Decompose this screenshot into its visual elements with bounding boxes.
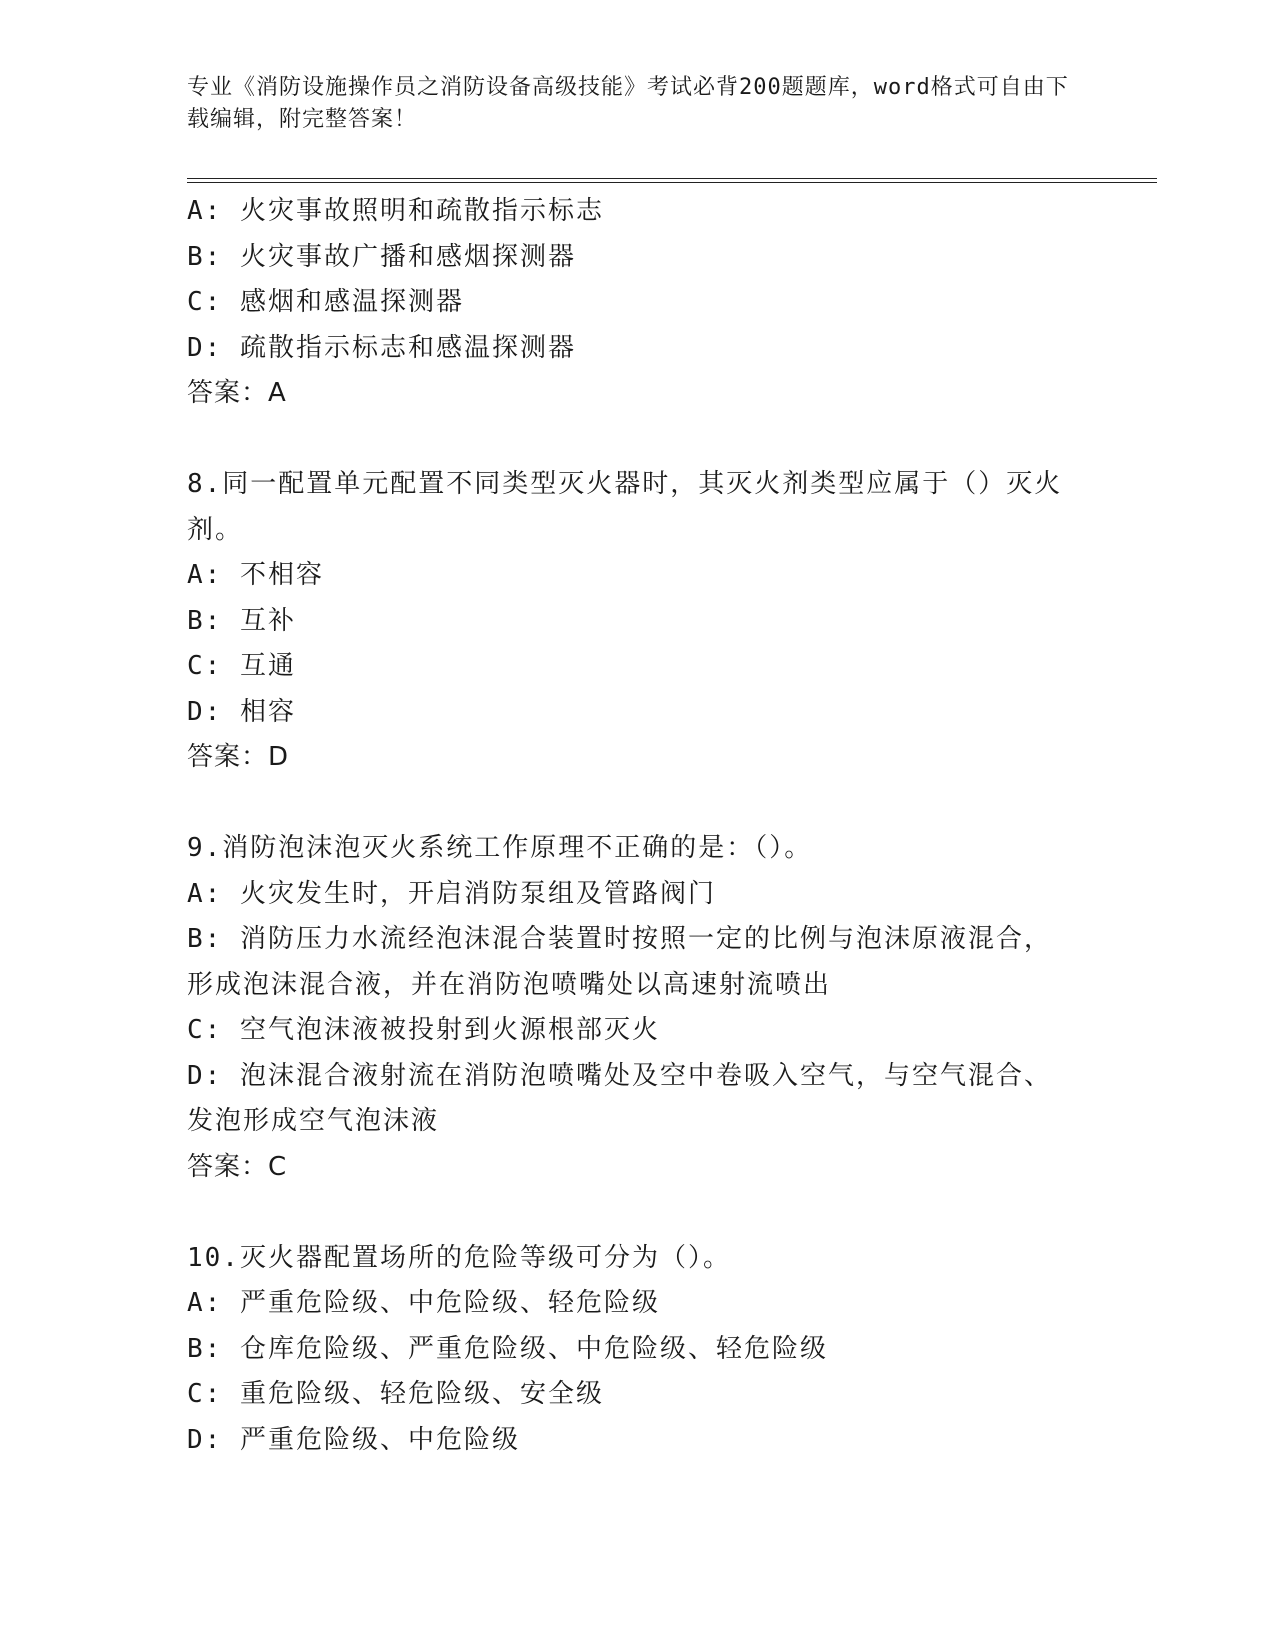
answer: 答案：C [187,1151,288,1182]
option-c: C: 重危险级、轻危险级、安全级 [187,1379,604,1409]
header-divider [187,178,1157,183]
spacer [187,417,1067,463]
option-b: B: 消防压力水流经泡沫混合装置时按照一定的比例与泡沫原液混合，形成泡沫混合液，并在消防泡喷嘴处以高速射流喷出 [187,924,1052,1000]
question-9 [187,826,1067,1190]
option-a: A: 不相容 [187,560,324,590]
question-8 [187,462,1067,781]
option-b: B: 仓库危险级、严重危险级、中危险级、轻危险级 [187,1333,828,1364]
option-c: C: 感烟和感温探测器 [187,287,464,317]
question-7 [187,189,1067,417]
option-d: D: 泡沫混合液射流在消防泡喷嘴处及空中卷吸入空气，与空气混合、发泡形成空气泡沫液 [187,1060,1052,1136]
question-text: 8.同一配置单元配置不同类型灭火器时，其灭火剂类型应属于（）灭火剂。 [187,469,1063,545]
question-list [187,189,1067,1463]
document-header: 专业《消防设施操作员之消防设备高级技能》考试必背200题题库，word格式可自由下载编辑，附完整答案！ [187,75,1069,132]
option-b: B: 火灾事故广播和感烟探测器 [187,241,576,272]
spacer [187,781,1067,827]
option-a: A: 严重危险级、中危险级、轻危险级 [187,1288,660,1318]
answer: 答案：A [187,378,287,408]
option-a: A: 火灾事故照明和疏散指示标志 [187,196,604,226]
option-d: D: 疏散指示标志和感温探测器 [187,332,576,363]
option-c: C: 空气泡沫液被投射到火源根部灭火 [187,1015,660,1045]
option-b: B: 互补 [187,605,296,636]
question-text: 9.消防泡沫泡灭火系统工作原理不正确的是：（）。 [187,833,813,863]
answer: 答案：D [187,742,290,772]
option-d: D: 严重危险级、中危险级 [187,1424,520,1455]
question-10 [187,1236,1067,1464]
option-a: A: 火灾发生时，开启消防泵组及管路阀门 [187,878,716,909]
question-text: 10.灭火器配置场所的危险等级可分为（）。 [187,1242,731,1273]
option-c: C: 互通 [187,651,296,681]
option-d: D: 相容 [187,696,296,727]
spacer [187,1190,1067,1236]
